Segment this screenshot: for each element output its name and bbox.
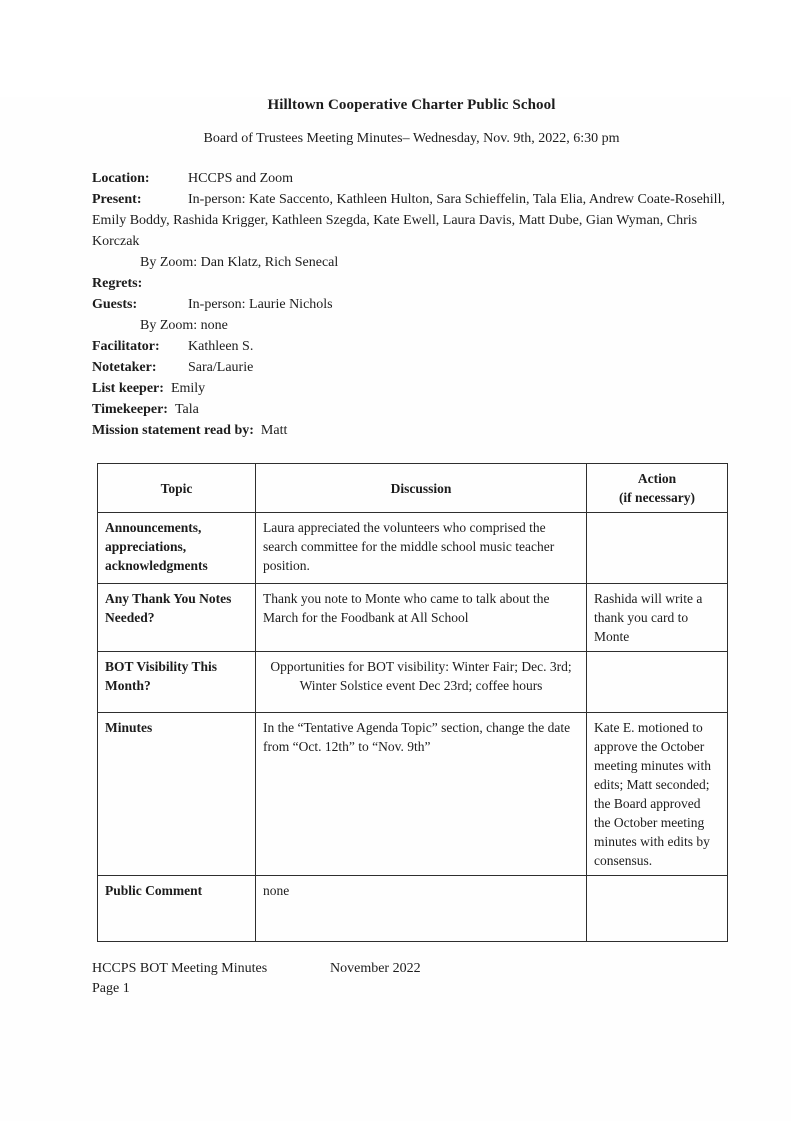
- row-topic: BOT Visibility This Month?: [98, 652, 256, 713]
- meeting-meta: [92, 168, 731, 441]
- meta-guests-by-zoom: By Zoom: none: [140, 318, 228, 333]
- meta-notetaker: [92, 357, 731, 378]
- meta-facilitator: [92, 336, 731, 357]
- document-page: [0, 97, 791, 1121]
- table-row: [98, 713, 728, 876]
- meta-facilitator-label: Facilitator:: [92, 339, 160, 354]
- meta-timekeeper-value: Tala: [174, 402, 199, 417]
- meta-present-value: In-person: Kate Saccento, Kathleen Hulton, Sara Schieffelin, Tala Elia, Andrew Coate-Rosehill, Emily Boddy, Rashida Krigger, Kathleen Szegda, Kate Ewell, Laura Davis, Matt Dube, Gian Wyman, Chris Korczak: [92, 192, 725, 249]
- footer-line1: [92, 959, 731, 979]
- footer-date: November 2022: [330, 961, 421, 976]
- row-action: [587, 513, 728, 584]
- row-discussion: none: [256, 876, 587, 942]
- table-row: [98, 584, 728, 652]
- meta-present-by-zoom: By Zoom: Dan Klatz, Rich Senecal: [140, 255, 339, 270]
- row-discussion: Thank you note to Monte who came to talk about the March for the Foodbank at All School: [256, 584, 587, 652]
- meta-mission-value: Matt: [260, 423, 288, 438]
- meta-location-label: Location:: [92, 171, 150, 186]
- meta-regrets-label: Regrets:: [92, 276, 143, 291]
- meta-regrets: [92, 273, 731, 294]
- meta-listkeeper: [92, 378, 731, 399]
- row-action: [587, 652, 728, 713]
- page-footer: [92, 959, 731, 999]
- table-row: [98, 876, 728, 942]
- row-action: [587, 876, 728, 942]
- table-row: [98, 652, 728, 713]
- table-header-row: [98, 464, 728, 513]
- col-header-topic: Topic: [98, 464, 256, 513]
- meta-timekeeper-label: Timekeeper:: [92, 402, 168, 417]
- row-discussion: Opportunities for BOT visibility: Winter Fair; Dec. 3rd; Winter Solstice event Dec 23rd; coffee hours: [256, 652, 587, 713]
- row-discussion: Laura appreciated the volunteers who comprised the search committee for the middle school music teacher position.: [256, 513, 587, 584]
- meta-location: [92, 168, 731, 189]
- row-topic: Public Comment: [98, 876, 256, 942]
- col-header-action-line1: Action: [637, 471, 677, 486]
- row-discussion: In the “Tentative Agenda Topic” section, change the date from “Oct. 12th” to “Nov. 9th”: [256, 713, 587, 876]
- row-topic: Any Thank You Notes Needed?: [98, 584, 256, 652]
- col-header-action: [587, 464, 728, 513]
- meta-facilitator-value: Kathleen S.: [188, 339, 254, 354]
- meta-present: [92, 189, 731, 252]
- meta-notetaker-label: Notetaker:: [92, 360, 157, 375]
- page-title: Hilltown Cooperative Charter Public School: [267, 97, 556, 113]
- col-header-discussion: Discussion: [256, 464, 587, 513]
- meta-listkeeper-label: List keeper:: [92, 381, 164, 396]
- meta-mission: [92, 420, 731, 441]
- meta-mission-label: Mission statement read by:: [92, 423, 254, 438]
- meta-timekeeper: [92, 399, 731, 420]
- meta-location-value: HCCPS and Zoom: [188, 171, 294, 186]
- meta-present-label: Present:: [92, 192, 142, 207]
- meta-guests: [92, 294, 731, 315]
- row-action: Kate E. motioned to approve the October meeting minutes with edits; Matt seconded; the Board approved the October meeting minutes with edits by consensus.: [587, 713, 728, 876]
- meta-guests-value: In-person: Laurie Nichols: [188, 297, 333, 312]
- row-action: Rashida will write a thank you card to Monte: [587, 584, 728, 652]
- meta-notetaker-value: Sara/Laurie: [188, 360, 254, 375]
- col-header-action-line2: (if necessary): [618, 490, 696, 505]
- minutes-table: [97, 463, 728, 942]
- footer-page-number: Page 1: [92, 981, 130, 996]
- meta-guests-label: Guests:: [92, 297, 138, 312]
- row-topic: Announcements, appreciations, acknowledgments: [98, 513, 256, 584]
- footer-doc-name: HCCPS BOT Meeting Minutes: [92, 961, 268, 976]
- row-topic: Minutes: [98, 713, 256, 876]
- meta-listkeeper-value: Emily: [170, 381, 206, 396]
- page-subtitle: Board of Trustees Meeting Minutes– Wednesday, Nov. 9th, 2022, 6:30 pm: [203, 131, 620, 146]
- table-row: [98, 513, 728, 584]
